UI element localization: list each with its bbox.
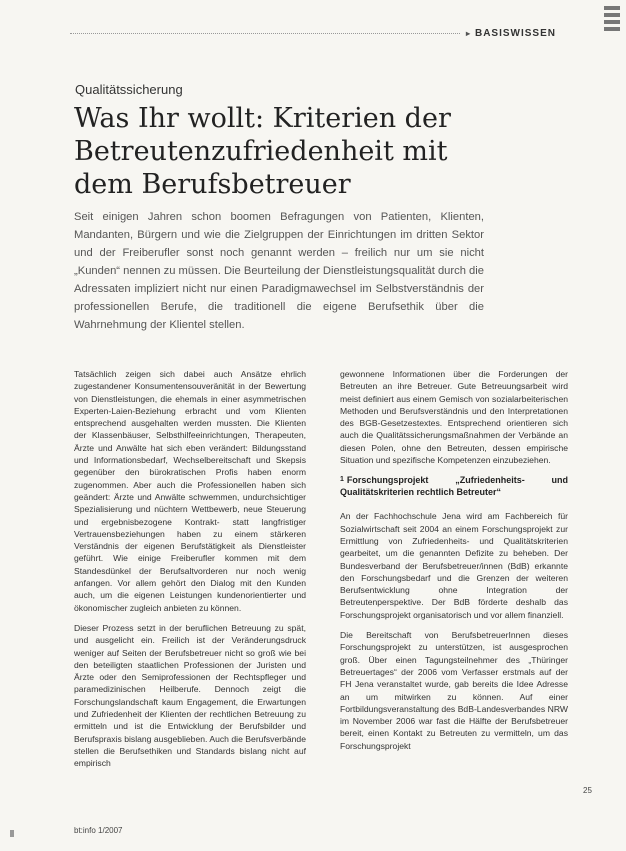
section-label-text: BASISWISSEN — [474, 28, 556, 39]
article-kicker: Qualitätssicherung — [75, 82, 183, 97]
triangle-marker-icon: ▸ — [465, 29, 471, 38]
left-column — [74, 368, 306, 778]
article-lead: Seit einigen Jahren schon boomen Befragungen von Patienten, Klienten, Mandanten, Bürgern und wie die Zielgruppen der Einrichtungen im dritten Sektor und der Freiberufler sonst noch genannt werden – freilich nur um sie nicht „Kunden“ nennen zu müssen. Die Beurteilung der Dienstleistungsqualität durch die Adressaten impliziert nicht nur einen Paradigmawechsel im Selbstverständnis der professionellen Berufe, die traditionell die eigene Berufsethik über die Wahrnehmung der Klientel stellen. — [74, 211, 484, 331]
margin-mark — [10, 830, 14, 837]
corner-tab-mark — [604, 6, 620, 38]
body-paragraph: gewonnene Informationen über die Forderungen der Betreuten an ihre Betreuer. Gute Betreuungsarbeit wird meist definiert aus einem Gemisch von sozialarbeiterischen Methoden und Berufsverständnis und den Interpretationen des BGB-Gesetzestextes. Entsprechend orientieren sich auch die Qualitätssicherungsmaßnahmen der Verbände an diesen Polen, ohne den Betreuten, dessen empirische Situation und spezifische Kompetenzen einzubeziehen. — [340, 369, 568, 466]
article-title: Was Ihr wollt: Kriterien der Betreutenzufriedenheit mit dem Berufsbetreuer — [74, 103, 451, 200]
body-paragraph: Tatsächlich zeigen sich dabei auch Ansätze ehrlich zugestandener Konsumentensouveränität in der Bewertung von Dienstleistungen, die ehemals in einer asymmetrischen Experten-Laien-Beziehung erbracht und vom Klienten entsprechend ausgehalten werden mussten. Die Klienten der Klassenbäuser, Selbsthilfeeinrichtungen, Therapeuten, Ärzte und Anwälte hat sich eben verändert: Bildungsstand und Informationsbedarf, Wechselbereitschaft und Skepsis gegenüber den bürokratischen Profis haben enorm zugenommen. Aber auch die Professionellen haben sich geändert: Ärzte und Anwälte schwemmen, undurchsichtiger Spezialisierung und nüchtern Wettbewerb, neue Steuerung und ergebnisbezogene Kontrakt- statt langfristiger Vertrauensbeziehungen haben zu einem stärkeren Verständnis der eigenen Berufstätigkeit als Dienstleister geführt. Wie einige Freiberufler kommen mit dem Standesdünkel der Berufsaltvorderen nur noch wenig anfangen. Vor allem gehört den Dialog mit den Kunden auch, um die eigenen Leistungen kundenorientierter und ökonomischer zugleich anbieten zu können. — [74, 369, 306, 613]
right-column — [340, 368, 568, 760]
page-number: 25 — [583, 786, 592, 795]
body-paragraph: Die Bereitschaft von BerufsbetreuerInnen dieses Forschungsprojekt zu unterstützen, ist ausgesprochen groß. Über einen Tagungsteilnehmer des „Thüringer Betreuertages“ der 2006 vom Verfasser erstmals auf der FH Jena veranstaltet wurde, gab bereits die Idee Adresse an um mitwirken zu können. Auf einer Fortbildungsveranstaltung des BdB-Landesverbandes NRW im November 2006 war fast die Hälfte der Berufsbetreuer bereit, einen Kontakt zu Betreuten zu vermitteln, um das Forschungsprojekt — [340, 630, 568, 751]
section-heading — [340, 474, 568, 498]
body-paragraph: Dieser Prozess setzt in der beruflichen Betreuung zu spät, und ausgelicht ein. Freilich ist der Veränderungsdruck weniger auf Seiten der Berufsbetreuer nicht so groß wie bei den beteiligten staatlichen Professionen der Juristen und Ärzte oder den Semiprofessionen der Rechtspfleger und paramedizinischen Heilberufe. Dennoch zeigt die Forschungslandschaft kaum Engagement, die Erwartungen und Zufriedenheit der Klienten der rechtlichen Betreuung zu ermitteln und ist die Entwicklung der Berufsbilder und Berufspraxis bislang ausgeblieben. Auch die Berufsverbände stellen die Berufsethiken und Standards bislang nicht auf empirisch — [74, 622, 306, 769]
section-label — [460, 28, 556, 39]
section-heading-number: 1 — [340, 476, 344, 484]
section-heading-text: Forschungsprojekt „Zufriedenheits- und Qualitätskriterien rechtlich Betreuter“ — [340, 475, 568, 498]
issue-footer: bt:info 1/2007 — [74, 826, 123, 835]
body-paragraph: An der Fachhochschule Jena wird am Fachbereich für Sozialwirtschaft seit 2004 an einem Forschungsprojekt zur Ermittlung von Zufriedenheits- und Qualitätskriterien gearbeitet, um die genannten Defizite zu beheben. Der Bundesverband der Berufsbetreuer/innen (BdB) erkannte den Forschungsbedarf und die Grenzen der weiteren Berufsentwicklung ohne Integration der Betreutenperspektive. Der BdB förderte deshalb das Forschungsprojekt organisatorisch und vor allem finanziell. — [340, 511, 568, 620]
